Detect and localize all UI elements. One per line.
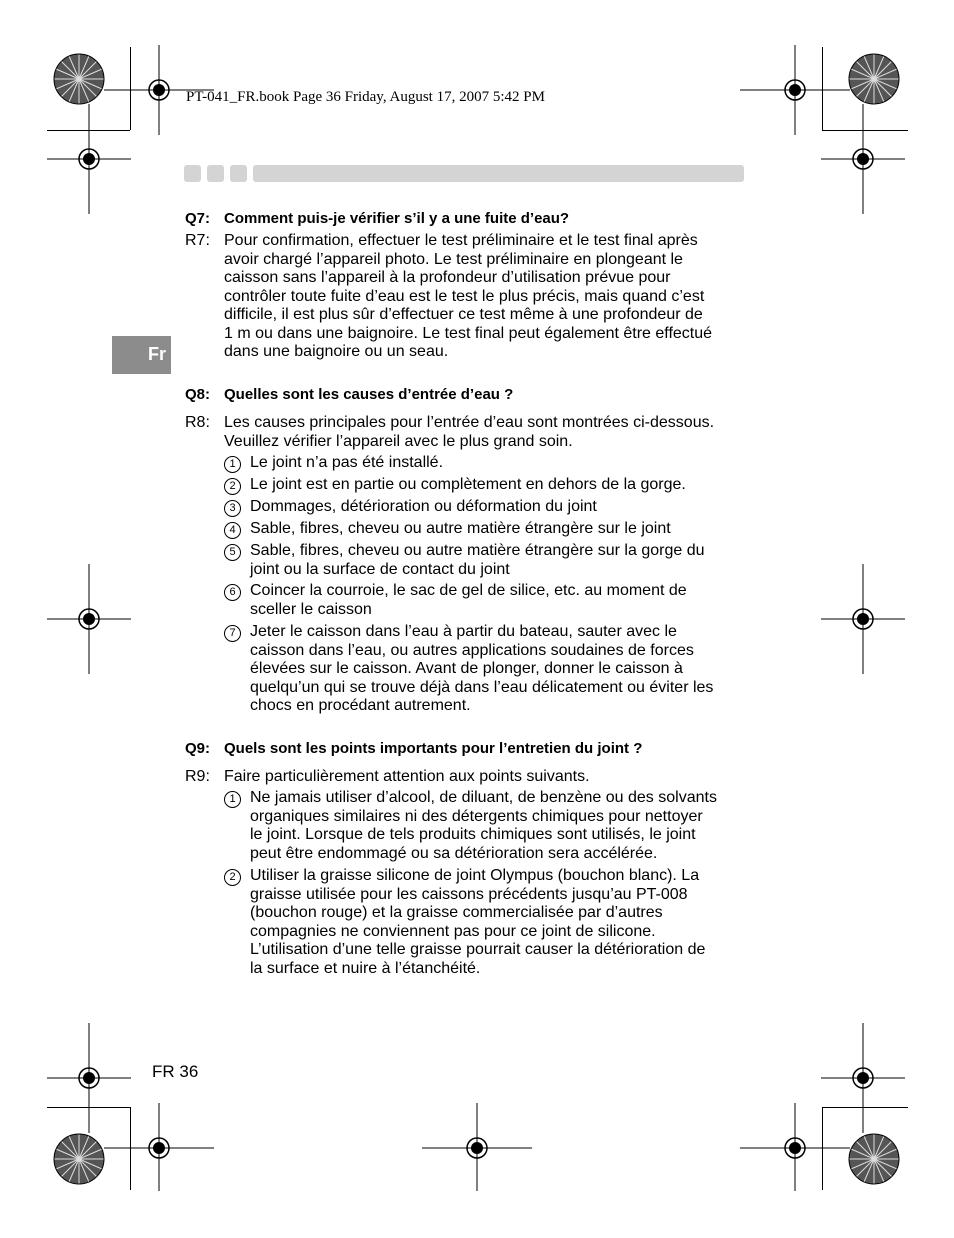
crop-mark-line bbox=[822, 130, 908, 131]
item-line: caisson dans l’eau, ou autres applications soudaines de forces bbox=[250, 641, 694, 659]
item-number: 4 bbox=[224, 522, 241, 539]
item-text bbox=[250, 454, 748, 473]
answer-line: caisson sans l’appareil à la profondeur d’utilisation prévue pour bbox=[224, 269, 671, 286]
item-line: la surface et nuire à l’étanchéité. bbox=[250, 959, 481, 977]
header-square-1 bbox=[184, 165, 201, 182]
item-line: quelqu’un qui se trouve déjà dans l’eau délicatement ou éviter les bbox=[250, 678, 714, 696]
question-text: Quelles sont les causes d’entrée d’eau ? bbox=[224, 386, 514, 403]
star-target-icon bbox=[848, 53, 900, 105]
answer-label: R7: bbox=[185, 232, 210, 249]
item-text bbox=[250, 498, 748, 517]
crop-mark-line bbox=[822, 47, 823, 130]
item-line: Le joint est en partie ou complètement en dehors de la gorge. bbox=[250, 476, 686, 493]
question-q7 bbox=[185, 210, 745, 230]
answer-text bbox=[224, 414, 748, 451]
question-q9 bbox=[185, 740, 745, 760]
star-target-icon bbox=[848, 1133, 900, 1185]
print-header: PT-041_FR.book Page 36 Friday, August 17, 2007 5:42 PM bbox=[186, 89, 545, 105]
language-tab bbox=[112, 336, 171, 374]
item-line: le joint. Lorsque de tels produits chimiques sont utilisés, le joint bbox=[250, 826, 696, 843]
answer-line: difficile, il est plus sûr d’effectuer ce test même à une profondeur de bbox=[224, 306, 703, 323]
answer-line: avoir chargé l’appareil photo. Le test préliminaire en plongeant le bbox=[224, 250, 683, 268]
question-label: Q7: bbox=[185, 210, 211, 227]
item-number: 2 bbox=[224, 478, 241, 495]
answer-line: Pour confirmation, effectuer le test préliminaire et le test final après bbox=[224, 232, 698, 249]
answer-line: contrôler toute fuite d’eau est le test le plus précis, mais quand c’est bbox=[224, 287, 705, 305]
star-target-icon bbox=[53, 53, 105, 105]
registration-mark-icon bbox=[144, 75, 174, 105]
registration-mark-icon bbox=[780, 75, 810, 105]
item-number: 3 bbox=[224, 500, 241, 517]
crop-mark-line bbox=[822, 1107, 908, 1108]
item-text bbox=[250, 867, 748, 978]
item-line: Jeter le caisson dans l’eau à partir du bateau, sauter avec le bbox=[250, 623, 677, 640]
item-text bbox=[250, 520, 748, 539]
item-text bbox=[250, 623, 748, 716]
item-line: (bouchon rouge) et la graisse commercialisée par d’autres bbox=[250, 904, 663, 921]
registration-mark-icon bbox=[462, 1133, 492, 1163]
item-line: L’utilisation d’une telle graisse pourrait causer la détérioration de bbox=[250, 941, 706, 958]
registration-mark-icon bbox=[74, 1063, 104, 1093]
item-number: 2 bbox=[224, 869, 241, 886]
item-text bbox=[250, 476, 748, 495]
item-text bbox=[250, 542, 748, 579]
item-line: graisse utilisée pour les caissons précédents jusqu’au PT-008 bbox=[250, 885, 688, 903]
registration-mark-icon bbox=[74, 604, 104, 634]
header-bar bbox=[253, 165, 744, 182]
item-number: 1 bbox=[224, 456, 241, 473]
item-number: 7 bbox=[224, 625, 241, 642]
registration-mark-icon bbox=[74, 144, 104, 174]
answer-text bbox=[224, 232, 748, 362]
item-text bbox=[250, 789, 748, 863]
answer-r9 bbox=[185, 768, 748, 788]
item-number: 5 bbox=[224, 544, 241, 561]
question-q8 bbox=[185, 386, 745, 406]
crop-mark-line bbox=[130, 47, 131, 130]
page-number: FR 36 bbox=[152, 1062, 199, 1081]
answer-line: 1 m ou dans une baignoire. Le test final peut également être effectué bbox=[224, 324, 713, 342]
header-square-3 bbox=[230, 165, 247, 182]
item-line: peut être endommagé ou sa détérioration sera accélérée. bbox=[250, 844, 658, 862]
answer-line: dans une baignoire ou un seau. bbox=[224, 343, 449, 360]
question-text: Comment puis-je vérifier s’il y a une fuite d’eau? bbox=[224, 210, 570, 227]
answer-r7 bbox=[185, 232, 748, 364]
item-line: chocs en procédant autrement. bbox=[250, 697, 471, 714]
question-text: Quels sont les points importants pour l’entretien du joint ? bbox=[224, 740, 643, 757]
item-line: compagnies ne conviennent pas pour ce joint de silicone. bbox=[250, 922, 656, 940]
answer-line: Les causes principales pour l’entrée d’eau sont montrées ci-dessous. bbox=[224, 414, 715, 431]
item-line: élevées sur le caisson. Avant de plonger, donner le caisson à bbox=[250, 660, 683, 677]
item-number: 6 bbox=[224, 584, 241, 601]
answer-text bbox=[224, 768, 748, 787]
item-line: Ne jamais utiliser d’alcool, de diluant, de benzène ou des solvants bbox=[250, 789, 717, 806]
item-text bbox=[250, 582, 748, 619]
answer-line: Veuillez vérifier l’appareil avec le plus grand soin. bbox=[224, 432, 573, 450]
registration-mark-icon bbox=[144, 1133, 174, 1163]
question-label: Q8: bbox=[185, 386, 211, 403]
item-line: Utiliser la graisse silicone de joint Olympus (bouchon blanc). La bbox=[250, 867, 700, 884]
item-line: sceller le caisson bbox=[250, 600, 372, 618]
answer-label: R8: bbox=[185, 414, 210, 431]
registration-mark-icon bbox=[780, 1133, 810, 1163]
answer-r8 bbox=[185, 414, 748, 454]
item-line: Sable, fibres, cheveu ou autre matière étrangère sur la gorge du bbox=[250, 542, 705, 559]
item-number: 1 bbox=[224, 791, 241, 808]
item-line: Le joint n’a pas été installé. bbox=[250, 454, 444, 471]
star-target-icon bbox=[53, 1133, 105, 1185]
item-line: Coincer la courroie, le sac de gel de silice, etc. au moment de bbox=[250, 582, 687, 599]
answer-label: R9: bbox=[185, 768, 210, 785]
registration-mark-icon bbox=[848, 1063, 878, 1093]
item-line: organiques similaires ni des détergents chimiques pour nettoyer bbox=[250, 807, 703, 825]
registration-mark-icon bbox=[848, 604, 878, 634]
question-label: Q9: bbox=[185, 740, 211, 757]
answer-line: Faire particulièrement attention aux points suivants. bbox=[224, 768, 590, 785]
registration-mark-icon bbox=[848, 144, 878, 174]
language-tab-label: Fr bbox=[148, 344, 166, 364]
header-square-2 bbox=[207, 165, 224, 182]
item-line: joint ou la surface de contact du joint bbox=[250, 560, 510, 578]
item-line: Dommages, détérioration ou déformation du joint bbox=[250, 498, 597, 515]
item-line: Sable, fibres, cheveu ou autre matière étrangère sur le joint bbox=[250, 520, 671, 537]
